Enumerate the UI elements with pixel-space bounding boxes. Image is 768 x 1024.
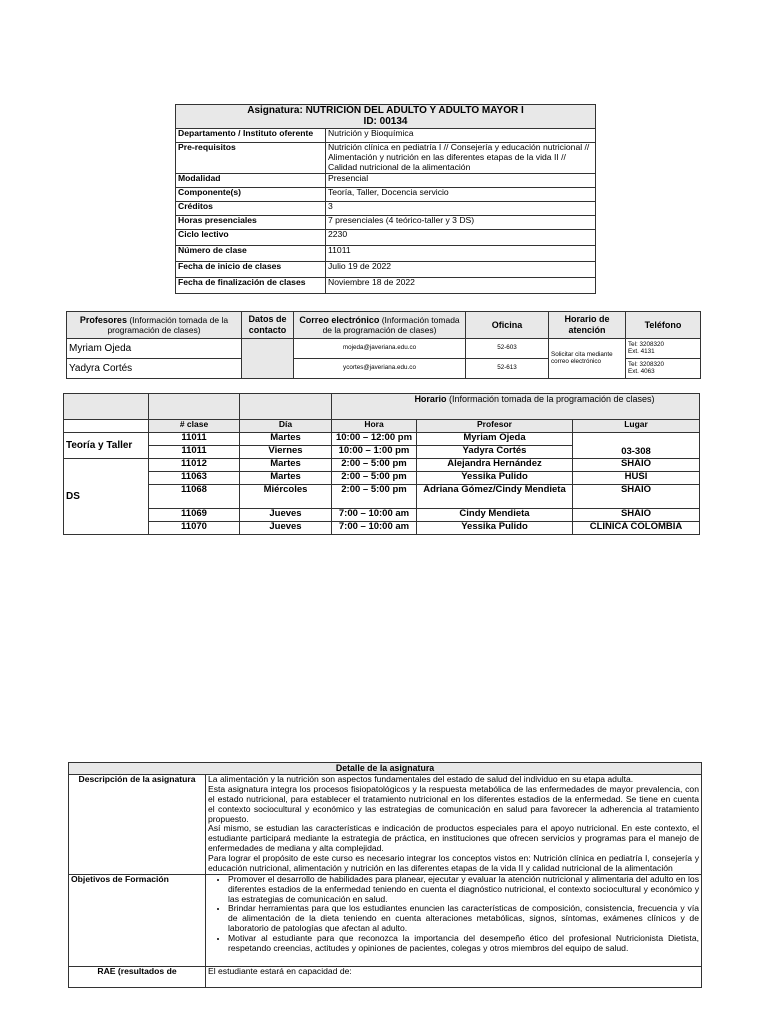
cell-profesor: Cindy Mendieta [417, 509, 573, 522]
cell-dia: Viernes [240, 446, 332, 459]
cell-hora: 10:00 – 12:00 pm [332, 433, 417, 446]
row-value: Noviembre 18 de 2022 [326, 277, 596, 293]
header-telefono: Teléfono [626, 312, 701, 339]
horario-atencion-cell: Solicitar cita mediante correo electrónico [549, 339, 626, 379]
descripcion-row [69, 775, 702, 875]
cell-lugar: HUSI [573, 472, 700, 485]
col-dia: Día [240, 420, 332, 433]
asignatura-title: Asignatura: NUTRICIÓN DEL ADULTO Y ADULTO MAYOR I [247, 105, 524, 116]
cell-profesor: Yessika Pulido [417, 522, 573, 535]
profesor-email: mojeda@javeriana.edu.co [294, 339, 466, 359]
cell-clase: 11063 [149, 472, 240, 485]
cell-clase: 11011 [149, 433, 240, 446]
row-label: Fecha de finalización de clases [176, 277, 326, 293]
header-oficina: Oficina [466, 312, 549, 339]
cell-lugar: SHAIO [573, 485, 700, 509]
group-teoria-taller: Teoría y Taller [64, 433, 149, 459]
descripcion-text: La alimentación y la nutrición son aspectos fundamentales del estado de salud del individuo en su etapa adulta. Esta asignatura integra los procesos fisiopatológicos y la respuesta metabólica de las enfermedades de mayor prevalencia, con el estado nutricional, para establecer el tratamiento nutricional en los diferentes estadios de la enfermedad. Se tiene en cuenta el contexto sociocultural y económico y las estrategias de comunicación en salud para favorecer la adherencia al tratamiento propuesto. Así mismo, se estudian las características e indicación de productos especiales para el apoyo nutricional. En este contexto, el estudiante participará mediante la estrategia de práctica, en instituciones que ofrecen servicios y programas para el manejo de enfermedades de mediana y alta complejidad. Para lograr el propósito de este curso es necesario integrar los conceptos vistos en: Nutrición clínica en pediatría I, consejería y educación nutricional, alimentación y nutrición en las diferentes etapas de la vida II y calidad nutricional de la alimentación [206, 775, 702, 875]
row-label: Horas presenciales [176, 215, 326, 229]
table-row [64, 459, 700, 472]
profesor-telefono: Tel: 3208320 Ext. 4131 [626, 339, 701, 359]
row-value: 2230 [326, 229, 596, 245]
rae-text: El estudiante estará en capacidad de: [206, 966, 702, 987]
profesor-email: ycortes@javeriana.edu.co [294, 359, 466, 379]
table-row [176, 201, 596, 215]
row-label: Componente(s) [176, 187, 326, 201]
rae-row [69, 966, 702, 987]
cell-hora: 2:00 – 5:00 pm [332, 472, 417, 485]
row-label: Departamento / Instituto oferente [176, 129, 326, 143]
cell-hora: 2:00 – 5:00 pm [332, 459, 417, 472]
horario-header-row [64, 394, 700, 420]
profesores-table [66, 311, 701, 379]
cell-profesor: Adriana Gómez/Cindy Mendieta [417, 485, 573, 509]
table-row [176, 229, 596, 245]
asignatura-table [175, 104, 596, 294]
row-value: 7 presenciales (4 teórico-taller y 3 DS) [326, 215, 596, 229]
table-row [64, 522, 700, 535]
profesor-name: Myriam Ojeda [67, 339, 242, 359]
header-correo: Correo electrónico (Información tomada de la programación de clases) [294, 312, 466, 339]
row-label: Ciclo lectivo [176, 229, 326, 245]
list-item: • Brindar herramientas para que los estudiantes enuncien las características de composición, consistencia, frecuencia y vía de alimentación de la dieta teniendo en cuenta alteraciones metabólicas, signos, síntomas, exámenes clínicos y de laboratorio de patologías que afectan al adulto. [228, 904, 699, 934]
col-hora: Hora [332, 420, 417, 433]
horario-table [63, 393, 700, 535]
cell-dia: Miércoles [240, 485, 332, 509]
cell-dia: Jueves [240, 522, 332, 535]
row-value: Nutrición y Bioquímica [326, 129, 596, 143]
profesor-name: Yadyra Cortés [67, 359, 242, 379]
cell-profesor: Yadyra Cortés [417, 446, 573, 459]
header-datos-contacto: Datos de contacto [242, 312, 294, 339]
row-value: Teoría, Taller, Docencia servicio [326, 187, 596, 201]
asignatura-id: ID: 00134 [363, 115, 408, 127]
profesor-office: 52-603 [466, 339, 549, 359]
profesor-row [67, 339, 701, 359]
detalle-table [68, 762, 702, 988]
table-row [176, 187, 596, 201]
header-profesores: Profesores (Información tomada de la programación de clases) [67, 312, 242, 339]
table-row [176, 215, 596, 229]
horario-columns-row [64, 420, 700, 433]
cell-clase: 11012 [149, 459, 240, 472]
table-row [176, 173, 596, 187]
row-value: 3 [326, 201, 596, 215]
objetivos-label: Objetivos de Formación [69, 874, 206, 966]
objetivos-row [69, 874, 702, 966]
row-value: Nutrición clínica en pediatría I // Consejería y educación nutricional // Alimentación y nutrición en las diferentes etapas de la vida II // Calidad nutricional de la alimentación [326, 143, 596, 174]
cell-profesor: Myriam Ojeda [417, 433, 573, 446]
cell-dia: Martes [240, 459, 332, 472]
datos-contacto-cell [242, 339, 294, 379]
row-value: 11011 [326, 245, 596, 261]
cell-profesor: Alejandra Hernández [417, 459, 573, 472]
profesor-telefono: Tel: 3208320 Ext. 4063 [626, 359, 701, 379]
cell-clase: 11070 [149, 522, 240, 535]
cell-clase: 11068 [149, 485, 240, 509]
table-row [176, 261, 596, 277]
cell-clase: 11069 [149, 509, 240, 522]
group-ds: DS [64, 459, 149, 535]
row-value: Presencial [326, 173, 596, 187]
col-clase: # clase [149, 420, 240, 433]
cell-hora: 10:00 – 1:00 pm [332, 446, 417, 459]
row-label: Pre-requisitos [176, 143, 326, 174]
row-label: Número de clase [176, 245, 326, 261]
horario-title: Horario (Información tomada de la programación de clases) [332, 394, 700, 420]
table-row [64, 485, 700, 509]
cell-lugar: 03-308 [573, 433, 700, 459]
objetivos-list [206, 874, 702, 966]
cell-lugar: SHAIO [573, 459, 700, 472]
table-row [176, 143, 596, 174]
detalle-header-row [69, 763, 702, 775]
cell-hora: 7:00 – 10:00 am [332, 522, 417, 535]
row-label: Fecha de inicio de clases [176, 261, 326, 277]
descripcion-label: Descripción de la asignatura [69, 775, 206, 875]
table-row [64, 433, 700, 446]
detalle-title: Detalle de la asignatura [69, 763, 702, 775]
cell-hora: 7:00 – 10:00 am [332, 509, 417, 522]
cell-dia: Martes [240, 433, 332, 446]
header-horario-atencion: Horario de atención [549, 312, 626, 339]
row-label: Créditos [176, 201, 326, 215]
col-lugar: Lugar [573, 420, 700, 433]
rae-label: RAE (resultados de [69, 966, 206, 987]
profesor-office: 52-613 [466, 359, 549, 379]
list-item: • Promover el desarrollo de habilidades para planear, ejecutar y evaluar la atención nutricional y alimentaria del adulto en los diferentes estadios de la enfermedad teniendo en cuenta el diagnóstico nutricional, el contexto sociocultural y económico y las estrategias de comunicación en salud. [228, 875, 699, 905]
table-row [176, 129, 596, 143]
cell-lugar: CLINICA COLOMBIA [573, 522, 700, 535]
cell-clase: 11011 [149, 446, 240, 459]
asignatura-header [176, 105, 596, 129]
table-row [176, 245, 596, 261]
row-value: Julio 19 de 2022 [326, 261, 596, 277]
table-row [64, 509, 700, 522]
profesores-header-row [67, 312, 701, 339]
table-row [176, 277, 596, 293]
cell-profesor: Yessika Pulido [417, 472, 573, 485]
cell-hora: 2:00 – 5:00 pm [332, 485, 417, 509]
list-item: • Motivar al estudiante para que reconozca la importancia del desempeño ético del profesional Nutricionista Dietista, respetando creencias, actitudes y opiniones de pacientes, colegas y otros miembros del equipo de salud. [228, 934, 699, 954]
cell-dia: Martes [240, 472, 332, 485]
cell-lugar: SHAIO [573, 509, 700, 522]
row-label: Modalidad [176, 173, 326, 187]
table-row [64, 472, 700, 485]
col-profesor: Profesor [417, 420, 573, 433]
cell-dia: Jueves [240, 509, 332, 522]
